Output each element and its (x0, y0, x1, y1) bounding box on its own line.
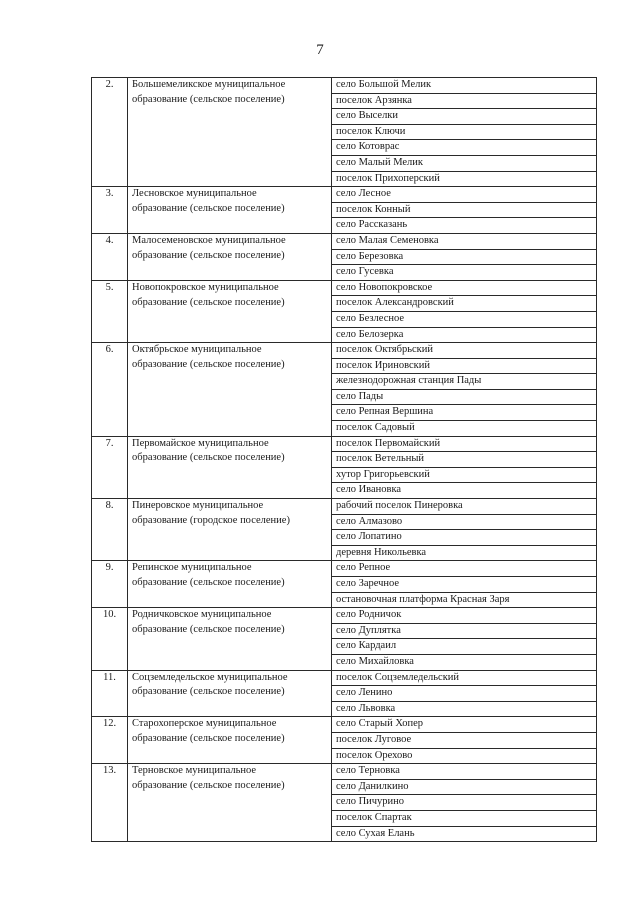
municipality-name-line: Соцземледельское муниципальное (132, 671, 288, 683)
municipality-name-line: Первомайское муниципальное (132, 437, 269, 449)
settlement-name: село Котоврас (332, 140, 597, 156)
row-number: 6. (92, 343, 128, 437)
table-row (92, 78, 597, 94)
municipality-name-line: Терновское муниципальное (132, 765, 257, 777)
municipality-name-line: Большемеликское муниципальное (132, 79, 286, 90)
settlement-name: поселок Конный (332, 202, 597, 218)
settlement-name: поселок Садовый (332, 421, 597, 437)
settlement-name: село Ивановка (332, 483, 597, 499)
settlements-table (91, 77, 597, 842)
settlement-name: село Ленино (332, 686, 597, 702)
settlement-name: село Березовка (332, 249, 597, 265)
municipality-name-line: образование (сельское поселение) (132, 93, 285, 105)
municipality-name (128, 561, 332, 608)
municipality-name-line: Старохоперское муниципальное (132, 718, 277, 730)
settlement-name: село Безлесное (332, 311, 597, 327)
settlement-name: деревня Никольевка (332, 545, 597, 561)
row-number: 3. (92, 187, 128, 234)
municipality-name-line: образование (сельское поселение) (132, 249, 285, 261)
settlement-name: поселок Александровский (332, 296, 597, 312)
settlement-name: село Рассказань (332, 218, 597, 234)
settlement-name: село Дуплятка (332, 623, 597, 639)
settlement-name: поселок Соцземледельский (332, 670, 597, 686)
settlement-name: село Репное (332, 561, 597, 577)
settlement-name: поселок Арзянка (332, 93, 597, 109)
settlement-name: село Львовка (332, 701, 597, 717)
settlement-name: село Старый Хопер (332, 717, 597, 733)
settlement-name: село Гусевка (332, 265, 597, 281)
settlement-name: поселок Ветельный (332, 452, 597, 468)
municipality-name-line: образование (сельское поселение) (132, 623, 285, 635)
municipality-name (128, 280, 332, 342)
table-row (92, 608, 597, 624)
municipality-name-line: образование (сельское поселение) (132, 296, 285, 308)
page-number: 7 (316, 42, 324, 58)
row-number: 12. (92, 717, 128, 764)
municipality-name-line: Родничковское муниципальное (132, 609, 272, 621)
row-number: 4. (92, 233, 128, 280)
row-number: 8. (92, 499, 128, 561)
municipality-name (128, 670, 332, 717)
table-row (92, 561, 597, 577)
settlement-name: село Лопатино (332, 530, 597, 546)
settlement-name: поселок Ключи (332, 124, 597, 140)
settlement-name: село Пады (332, 389, 597, 405)
settlement-name: село Михайловка (332, 654, 597, 670)
municipality-name (128, 499, 332, 561)
settlement-name: село Кардаил (332, 639, 597, 655)
municipality-name-line: образование (сельское поселение) (132, 202, 285, 214)
table-row (92, 280, 597, 296)
settlement-name: поселок Луговое (332, 732, 597, 748)
table-row (92, 670, 597, 686)
municipality-name-line: Малосеменовское муниципальное (132, 234, 286, 246)
table-row (92, 436, 597, 452)
settlement-name: село Большой Мелик (332, 78, 597, 94)
row-number: 7. (92, 436, 128, 498)
municipality-name-line: Пинеровское муниципальное (132, 500, 264, 512)
table-row (92, 717, 597, 733)
municipality-name-line: образование (сельское поселение) (132, 779, 285, 791)
settlement-name: железнодорожная станция Пады (332, 374, 597, 390)
municipality-name-line: Репинское муниципальное (132, 562, 252, 574)
settlement-name: село Выселки (332, 109, 597, 125)
table-row (92, 343, 597, 359)
settlement-name: рабочий поселок Пинеровка (332, 499, 597, 515)
settlement-name: село Малый Мелик (332, 155, 597, 171)
table-row (92, 499, 597, 515)
table-row (92, 233, 597, 249)
row-number: 9. (92, 561, 128, 608)
municipality-name (128, 187, 332, 234)
municipality-name (128, 78, 332, 187)
municipality-name (128, 764, 332, 842)
row-number: 5. (92, 280, 128, 342)
settlement-name: поселок Первомайский (332, 436, 597, 452)
municipality-name-line: образование (сельское поселение) (132, 686, 285, 698)
municipality-name (128, 343, 332, 437)
municipality-name-line: Лесновское муниципальное (132, 188, 257, 200)
settlement-name: село Алмазово (332, 514, 597, 530)
municipality-name-line: Новопокровское муниципальное (132, 281, 279, 293)
settlement-name: остановочная платформа Красная Заря (332, 592, 597, 608)
settlement-name: поселок Спартак (332, 810, 597, 826)
settlement-name: поселок Прихоперский (332, 171, 597, 187)
settlement-name: хутор Григорьевский (332, 467, 597, 483)
settlement-name: село Белозерка (332, 327, 597, 343)
settlement-name: село Заречное (332, 577, 597, 593)
settlement-name: село Малая Семеновка (332, 233, 597, 249)
settlement-name: село Лесное (332, 187, 597, 203)
settlements-table-body (92, 78, 597, 842)
municipality-name-line: Октябрьское муниципальное (132, 344, 262, 356)
municipality-name-line: образование (сельское поселение) (132, 358, 285, 370)
settlement-name: село Репная Вершина (332, 405, 597, 421)
settlement-name: село Пичурино (332, 795, 597, 811)
municipality-name (128, 436, 332, 498)
settlement-name: село Терновка (332, 764, 597, 780)
settlement-name: село Данилкино (332, 779, 597, 795)
municipality-name (128, 233, 332, 280)
settlement-name: поселок Октябрьский (332, 343, 597, 359)
row-number: 10. (92, 608, 128, 670)
table-row (92, 187, 597, 203)
row-number: 11. (92, 670, 128, 717)
row-number: 2. (92, 78, 128, 187)
municipality-name-line: образование (сельское поселение) (132, 733, 285, 745)
settlement-name: село Сухая Елань (332, 826, 597, 842)
municipality-name-line: образование (сельское поселение) (132, 452, 285, 464)
municipality-name-line: образование (сельское поселение) (132, 577, 285, 589)
table-row (92, 764, 597, 780)
municipality-name (128, 608, 332, 670)
settlement-name: поселок Орехово (332, 748, 597, 764)
municipality-name-line: образование (городское поселение) (132, 514, 290, 526)
settlement-name: село Родничок (332, 608, 597, 624)
settlement-name: село Новопокровское (332, 280, 597, 296)
settlement-name: поселок Ириновский (332, 358, 597, 374)
municipality-name (128, 717, 332, 764)
row-number: 13. (92, 764, 128, 842)
